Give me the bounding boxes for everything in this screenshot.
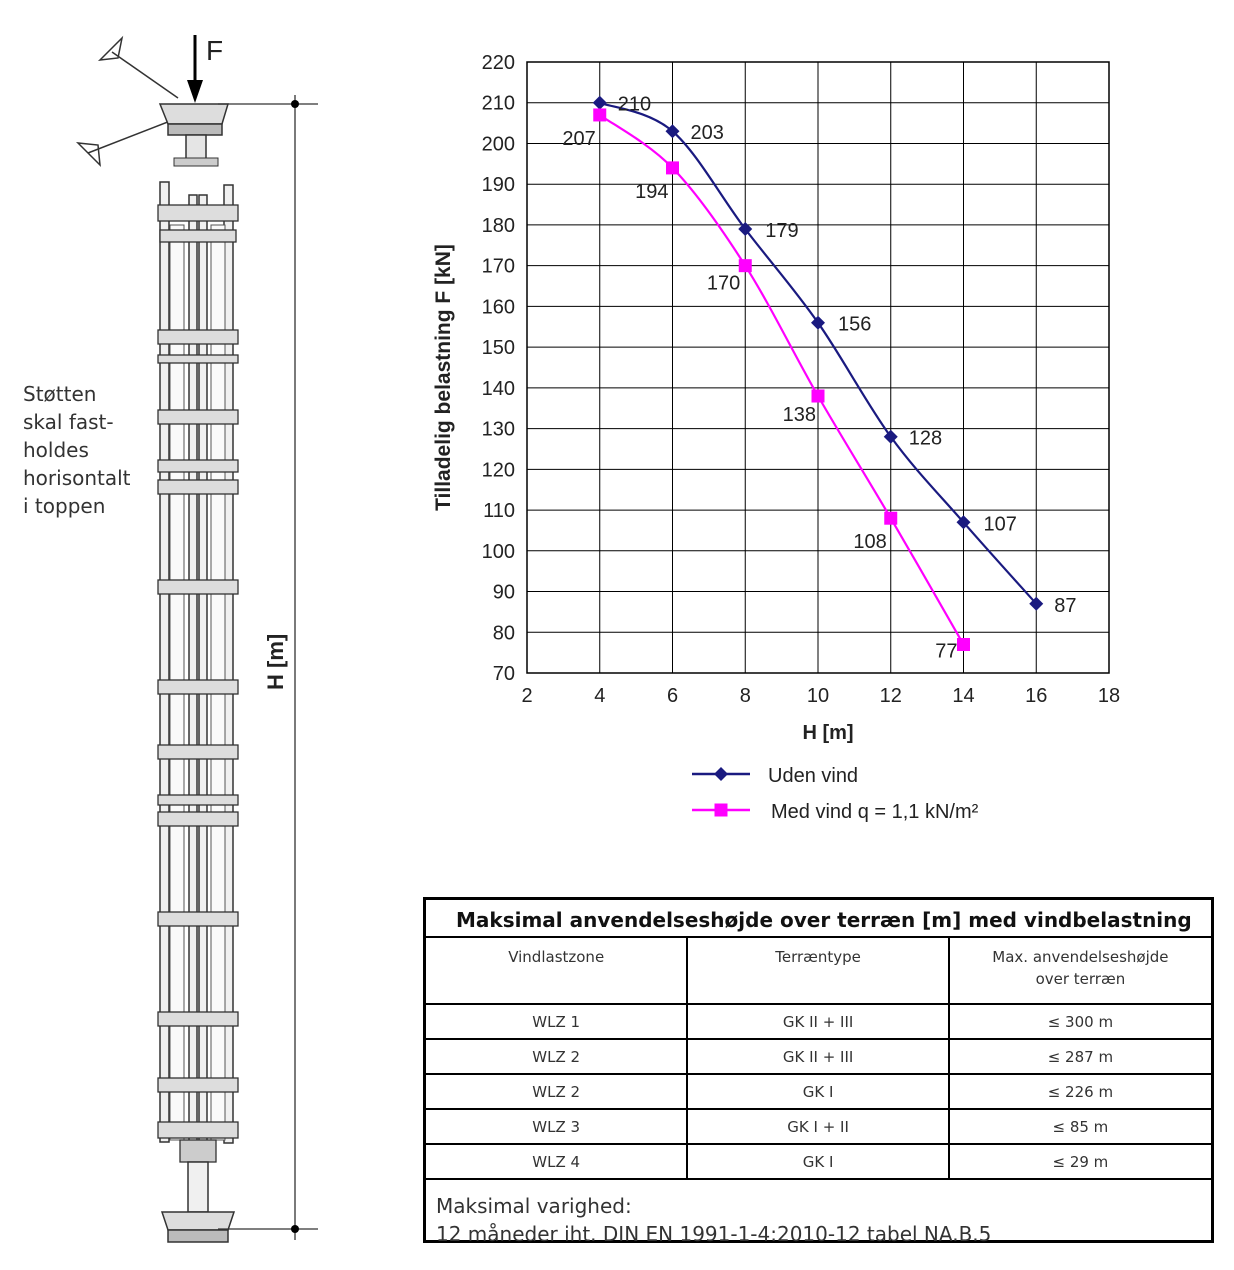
x-tick-label: 14 — [952, 685, 975, 707]
data-label: 156 — [838, 313, 872, 336]
data-label: 138 — [782, 404, 816, 427]
cell: WLZ 2 — [426, 1039, 687, 1074]
data-label: 87 — [1054, 594, 1077, 617]
data-point-square — [593, 108, 606, 121]
cell: WLZ 3 — [426, 1109, 687, 1144]
cell: ≤ 300 m — [949, 1004, 1211, 1039]
data-point-square — [812, 390, 825, 403]
cell: GK I — [687, 1074, 948, 1109]
header-terrain: Terræntype — [687, 938, 948, 1004]
cell: GK I — [687, 1144, 948, 1179]
y-tick-label: 80 — [492, 622, 515, 645]
cell: WLZ 4 — [426, 1144, 687, 1179]
note-line: skal fast- — [23, 410, 114, 434]
data-label: 210 — [617, 93, 652, 116]
y-tick-label: 130 — [481, 418, 515, 441]
legend-marker-diamond — [714, 767, 728, 781]
x-tick-label: 10 — [806, 685, 830, 707]
y-tick-label: 90 — [492, 581, 515, 604]
y-tick-label: 160 — [481, 296, 515, 319]
cell: ≤ 29 m — [949, 1144, 1211, 1179]
x-tick-label: 2 — [521, 685, 533, 707]
wind-load-table — [423, 897, 1214, 1246]
table-row — [426, 1039, 1211, 1074]
data-point-square — [957, 638, 970, 651]
data-label: 194 — [635, 180, 669, 203]
table-title: Maksimal anvendelseshøjde over terræn [m] med vindbelastning — [426, 900, 1211, 938]
legend-label: Med vind q = 1,1 kN/m² — [771, 801, 979, 823]
data-point-square — [739, 259, 752, 272]
cell: ≤ 226 m — [949, 1074, 1211, 1109]
cell: GK II + III — [687, 1004, 948, 1039]
footer-line1: Maksimal varighed: — [436, 1194, 632, 1218]
y-tick-label: 220 — [481, 52, 515, 74]
x-tick-label: 8 — [739, 685, 751, 707]
y-tick-label: 200 — [481, 133, 515, 156]
force-label: F — [206, 35, 224, 66]
table-row — [426, 1144, 1211, 1179]
shoring-tower-drawing — [0, 0, 400, 1270]
header-max-height-line2: over terræn — [1035, 970, 1126, 988]
y-tick-label: 150 — [481, 337, 515, 360]
x-axis-label: H [m] — [802, 722, 854, 744]
table-row — [426, 1109, 1211, 1144]
note-line: horisontalt — [23, 466, 131, 490]
y-tick-label: 180 — [481, 214, 515, 237]
data-label: 179 — [765, 220, 799, 243]
cell: WLZ 1 — [426, 1004, 687, 1039]
data-point-diamond — [593, 96, 607, 110]
legend-marker-square — [715, 804, 728, 817]
table-row — [426, 1074, 1211, 1109]
header-max-height — [949, 938, 1211, 1004]
data-label: 107 — [983, 513, 1017, 536]
note-line: holdes — [23, 438, 89, 462]
y-tick-label: 120 — [481, 459, 515, 482]
x-tick-label: 4 — [594, 685, 606, 707]
data-point-square — [666, 161, 679, 174]
load-chart — [405, 40, 1165, 840]
data-label: 128 — [908, 427, 943, 450]
legend-label: Uden vind — [768, 765, 859, 787]
header-max-height-line1: Max. anvendelseshøjde — [992, 948, 1169, 966]
cell: GK I + II — [687, 1109, 948, 1144]
x-tick-label: 12 — [879, 685, 902, 707]
y-tick-label: 190 — [481, 174, 515, 197]
table-footer — [426, 1180, 1211, 1260]
data-label: 207 — [562, 127, 596, 150]
header-wind-zone: Vindlastzone — [426, 938, 687, 1004]
data-label: 170 — [706, 272, 741, 295]
footer-line2: 12 måneder iht. DIN EN 1991-1-4:2010-12 tabel NA.B.5 — [436, 1222, 992, 1246]
y-axis-label: Tilladelig belastning F [kN] — [432, 244, 455, 511]
data-point-square — [884, 512, 897, 525]
cell: GK II + III — [687, 1039, 948, 1074]
data-point-diamond — [811, 316, 825, 330]
support-note — [23, 380, 131, 520]
cell: WLZ 2 — [426, 1074, 687, 1109]
data-label: 203 — [690, 122, 724, 145]
y-tick-label: 110 — [483, 500, 515, 523]
note-line: Støtten — [23, 382, 97, 406]
x-tick-label: 18 — [1097, 685, 1121, 707]
x-tick-label: 6 — [666, 685, 679, 707]
y-tick-label: 140 — [481, 377, 515, 400]
y-tick-label: 210 — [481, 92, 515, 115]
x-tick-label: 16 — [1025, 685, 1048, 707]
data-label: 108 — [853, 531, 887, 554]
cell: ≤ 287 m — [949, 1039, 1211, 1074]
height-label: H [m] — [263, 633, 288, 690]
table-row — [426, 1004, 1211, 1039]
y-tick-label: 170 — [481, 255, 515, 278]
note-line: i toppen — [23, 494, 106, 518]
y-tick-label: 70 — [492, 663, 515, 685]
y-tick-label: 100 — [481, 540, 515, 563]
data-label: 77 — [935, 640, 958, 663]
cell: ≤ 85 m — [949, 1109, 1211, 1144]
